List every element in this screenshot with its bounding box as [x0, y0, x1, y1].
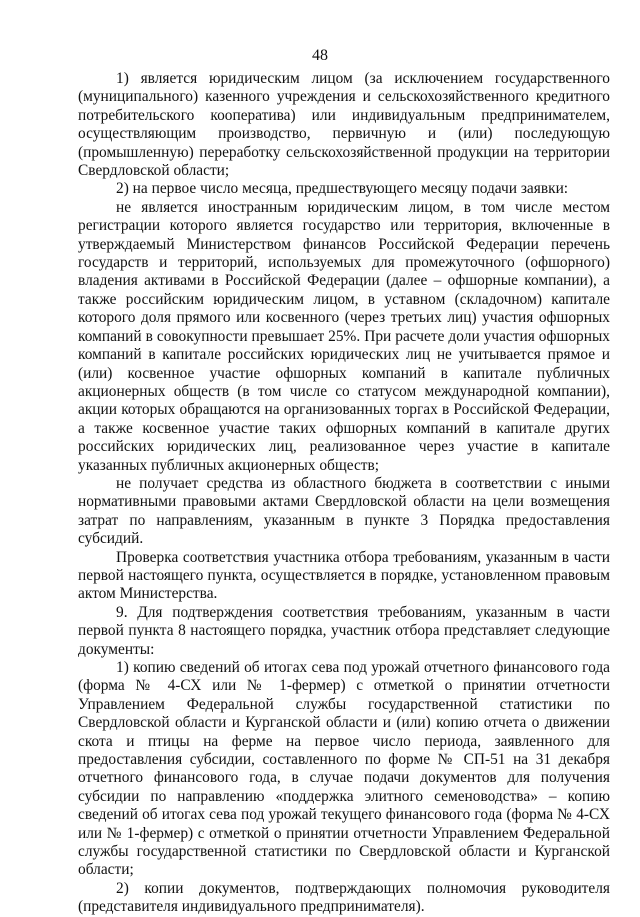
paragraph-item-1-legal-entity: 1) является юридическим лицом (за исключением государственного (муниципального) казенного учреждения и сельскохозяйственного кредитного потребительского кооператива) или индивидуальным предпринимателем, осуществляющим производство, первичную и (или) последующую (промышленную) переработку сельскохозяйственной продукции на территории Свердловской области; — [78, 70, 610, 180]
paragraph-section-9: 9. Для подтверждения соответствия требованиям, указанным в части первой пункта 8 настоящего порядка, участник отбора представляет следующие документы: — [78, 603, 610, 658]
paragraph-doc-1-sowing-report: 1) копию сведений об итогах сева под урожай отчетного финансового года (форма № 4-СХ или № 1-фермер) с отметкой о принятии отчетности Управлением Федеральной службы государственной статистики по Свердловской области и Курганской области и (или) копию отчета о движении скота и птицы на ферме на первое число периода, заявленного для предоставления субсидии, составленного по форме № СП-51 на 31 декабря отчетного финансового года, в случае подачи документов для получения субсидии по направлению «поддержка элитного семеноводства» – копию сведений об итогах сева под урожай текущего финансового года (форма № 4-СХ или № 1-фермер) с отметкой о принятии отчетности Управлением Федеральной службы государственной статистики по Свердловской области и Курганской области; — [78, 659, 610, 879]
paragraph-doc-2-authority: 2) копии документов, подтверждающих полномочия руководителя (представителя индивидуального предпринимателя). — [78, 879, 610, 916]
paragraph-not-foreign-entity: не является иностранным юридическим лицом, в том числе местом регистрации которого является государство или территория, включенные в утверждаемый Министерством финансов Российской Федерации перечень государств и территорий, используемых для промежуточного (офшорного) владения активами в Российской Федерации (далее – офшорные компании), а также российским юридическим лицом, в уставном (складочном) капитале которого доля прямого или косвенного (через третьих лиц) участия офшорных компаний в совокупности превышает 25%. При расчете доли участия офшорных компаний в капитале российских юридических лиц не учитывается прямое и (или) косвенное участие офшорных компаний в капитале публичных акционерных обществ (в том числе со статусом международной компании), акции которых обращаются на организованных торгах в Российской Федерации, а также косвенное участие таких офшорных компаний в капитале других российских юридических лиц, реализованное через участие в капитале указанных публичных акционерных обществ; — [78, 198, 610, 474]
paragraph-item-2-first-day: 2) на первое число месяца, предшествующего месяцу подачи заявки: — [116, 180, 569, 198]
paragraph-compliance-check: Проверка соответствия участника отбора требованиям, указанным в части первой настоящего пункта, осуществляется в порядке, установленном правовым актом Министерства. — [78, 548, 610, 603]
page-number: 48 — [312, 47, 328, 64]
paragraph-no-regional-funds: не получает средства из областного бюджета в соответствии с иными нормативными правовыми актами Свердловской области на цели возмещения затрат по направлениям, указанным в пункте 3 Порядка предоставления субсидий. — [78, 474, 610, 548]
document-body — [78, 70, 610, 917]
